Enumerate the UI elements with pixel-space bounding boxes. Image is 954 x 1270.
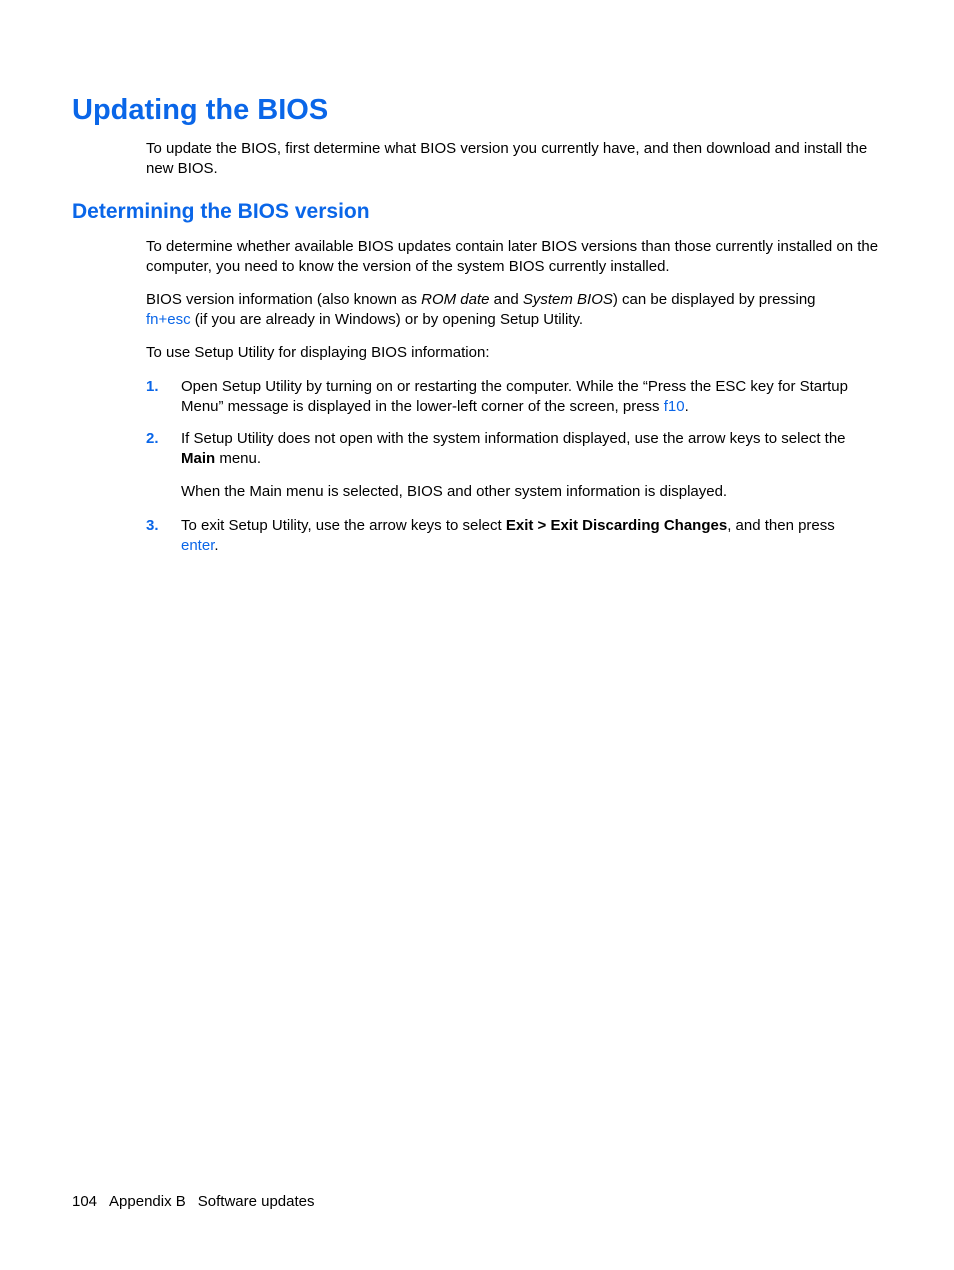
text-segment: Open Setup Utility by turning on or restarting the computer. While the “Press the ESC key for Startup Menu” message is displayed in the lower-left corner of the screen, press <box>181 378 848 415</box>
list-item-step-2 <box>146 429 882 502</box>
step-subparagraph: When the Main menu is selected, BIOS and other system information is displayed. <box>181 483 728 500</box>
step-number: 1. <box>146 378 159 395</box>
footer-chapter: Software updates <box>197 1193 315 1210</box>
page-number: 104 <box>72 1193 98 1210</box>
step-text <box>181 429 882 468</box>
page-footer <box>72 1192 315 1211</box>
term-system-bios: System BIOS <box>522 291 613 308</box>
paragraph-version-need: To determine whether available BIOS updates contain later BIOS versions than those currently installed on the computer, you need to know the version of the system BIOS currently installed. <box>146 238 879 275</box>
intro-paragraph: To update the BIOS, first determine what BIOS version you currently have, and then download and install the new BIOS. <box>146 140 868 177</box>
paragraph-version-info <box>146 290 882 329</box>
step-text <box>181 377 882 416</box>
step-number: 2. <box>146 430 159 447</box>
step-text <box>181 516 882 555</box>
text-segment: . <box>214 536 219 554</box>
section-title: Determining the BIOS version <box>72 200 370 223</box>
text-segment: . <box>684 397 689 415</box>
term-rom-date: ROM date <box>421 291 490 308</box>
key-enter: enter <box>181 536 215 554</box>
text-segment: , and then press <box>727 517 835 534</box>
text-segment: menu. <box>215 449 262 467</box>
term-exit-discarding: Exit > Exit Discarding Changes <box>505 517 728 534</box>
list-item-step-3 <box>146 516 882 555</box>
text-segment: BIOS version information (also known as <box>146 291 422 308</box>
text-segment: (if you are already in Windows) or by opening Setup Utility. <box>190 310 584 328</box>
page-title: Updating the BIOS <box>72 94 329 126</box>
text-segment: To exit Setup Utility, use the arrow keys to select <box>181 517 506 534</box>
text-segment: If Setup Utility does not open with the system information displayed, use the arrow keys to select the <box>181 430 846 447</box>
text-segment: ) can be displayed by pressing <box>612 291 816 308</box>
text-segment: and <box>489 291 523 308</box>
footer-appendix: Appendix B <box>109 1193 186 1210</box>
paragraph-setup-intro: To use Setup Utility for displaying BIOS information: <box>146 344 490 361</box>
key-fn-esc: fn+esc <box>146 310 191 328</box>
step-number: 3. <box>146 517 159 534</box>
term-main-menu: Main <box>181 449 216 467</box>
key-f10: f10 <box>663 397 685 415</box>
list-item-step-1 <box>146 377 882 416</box>
